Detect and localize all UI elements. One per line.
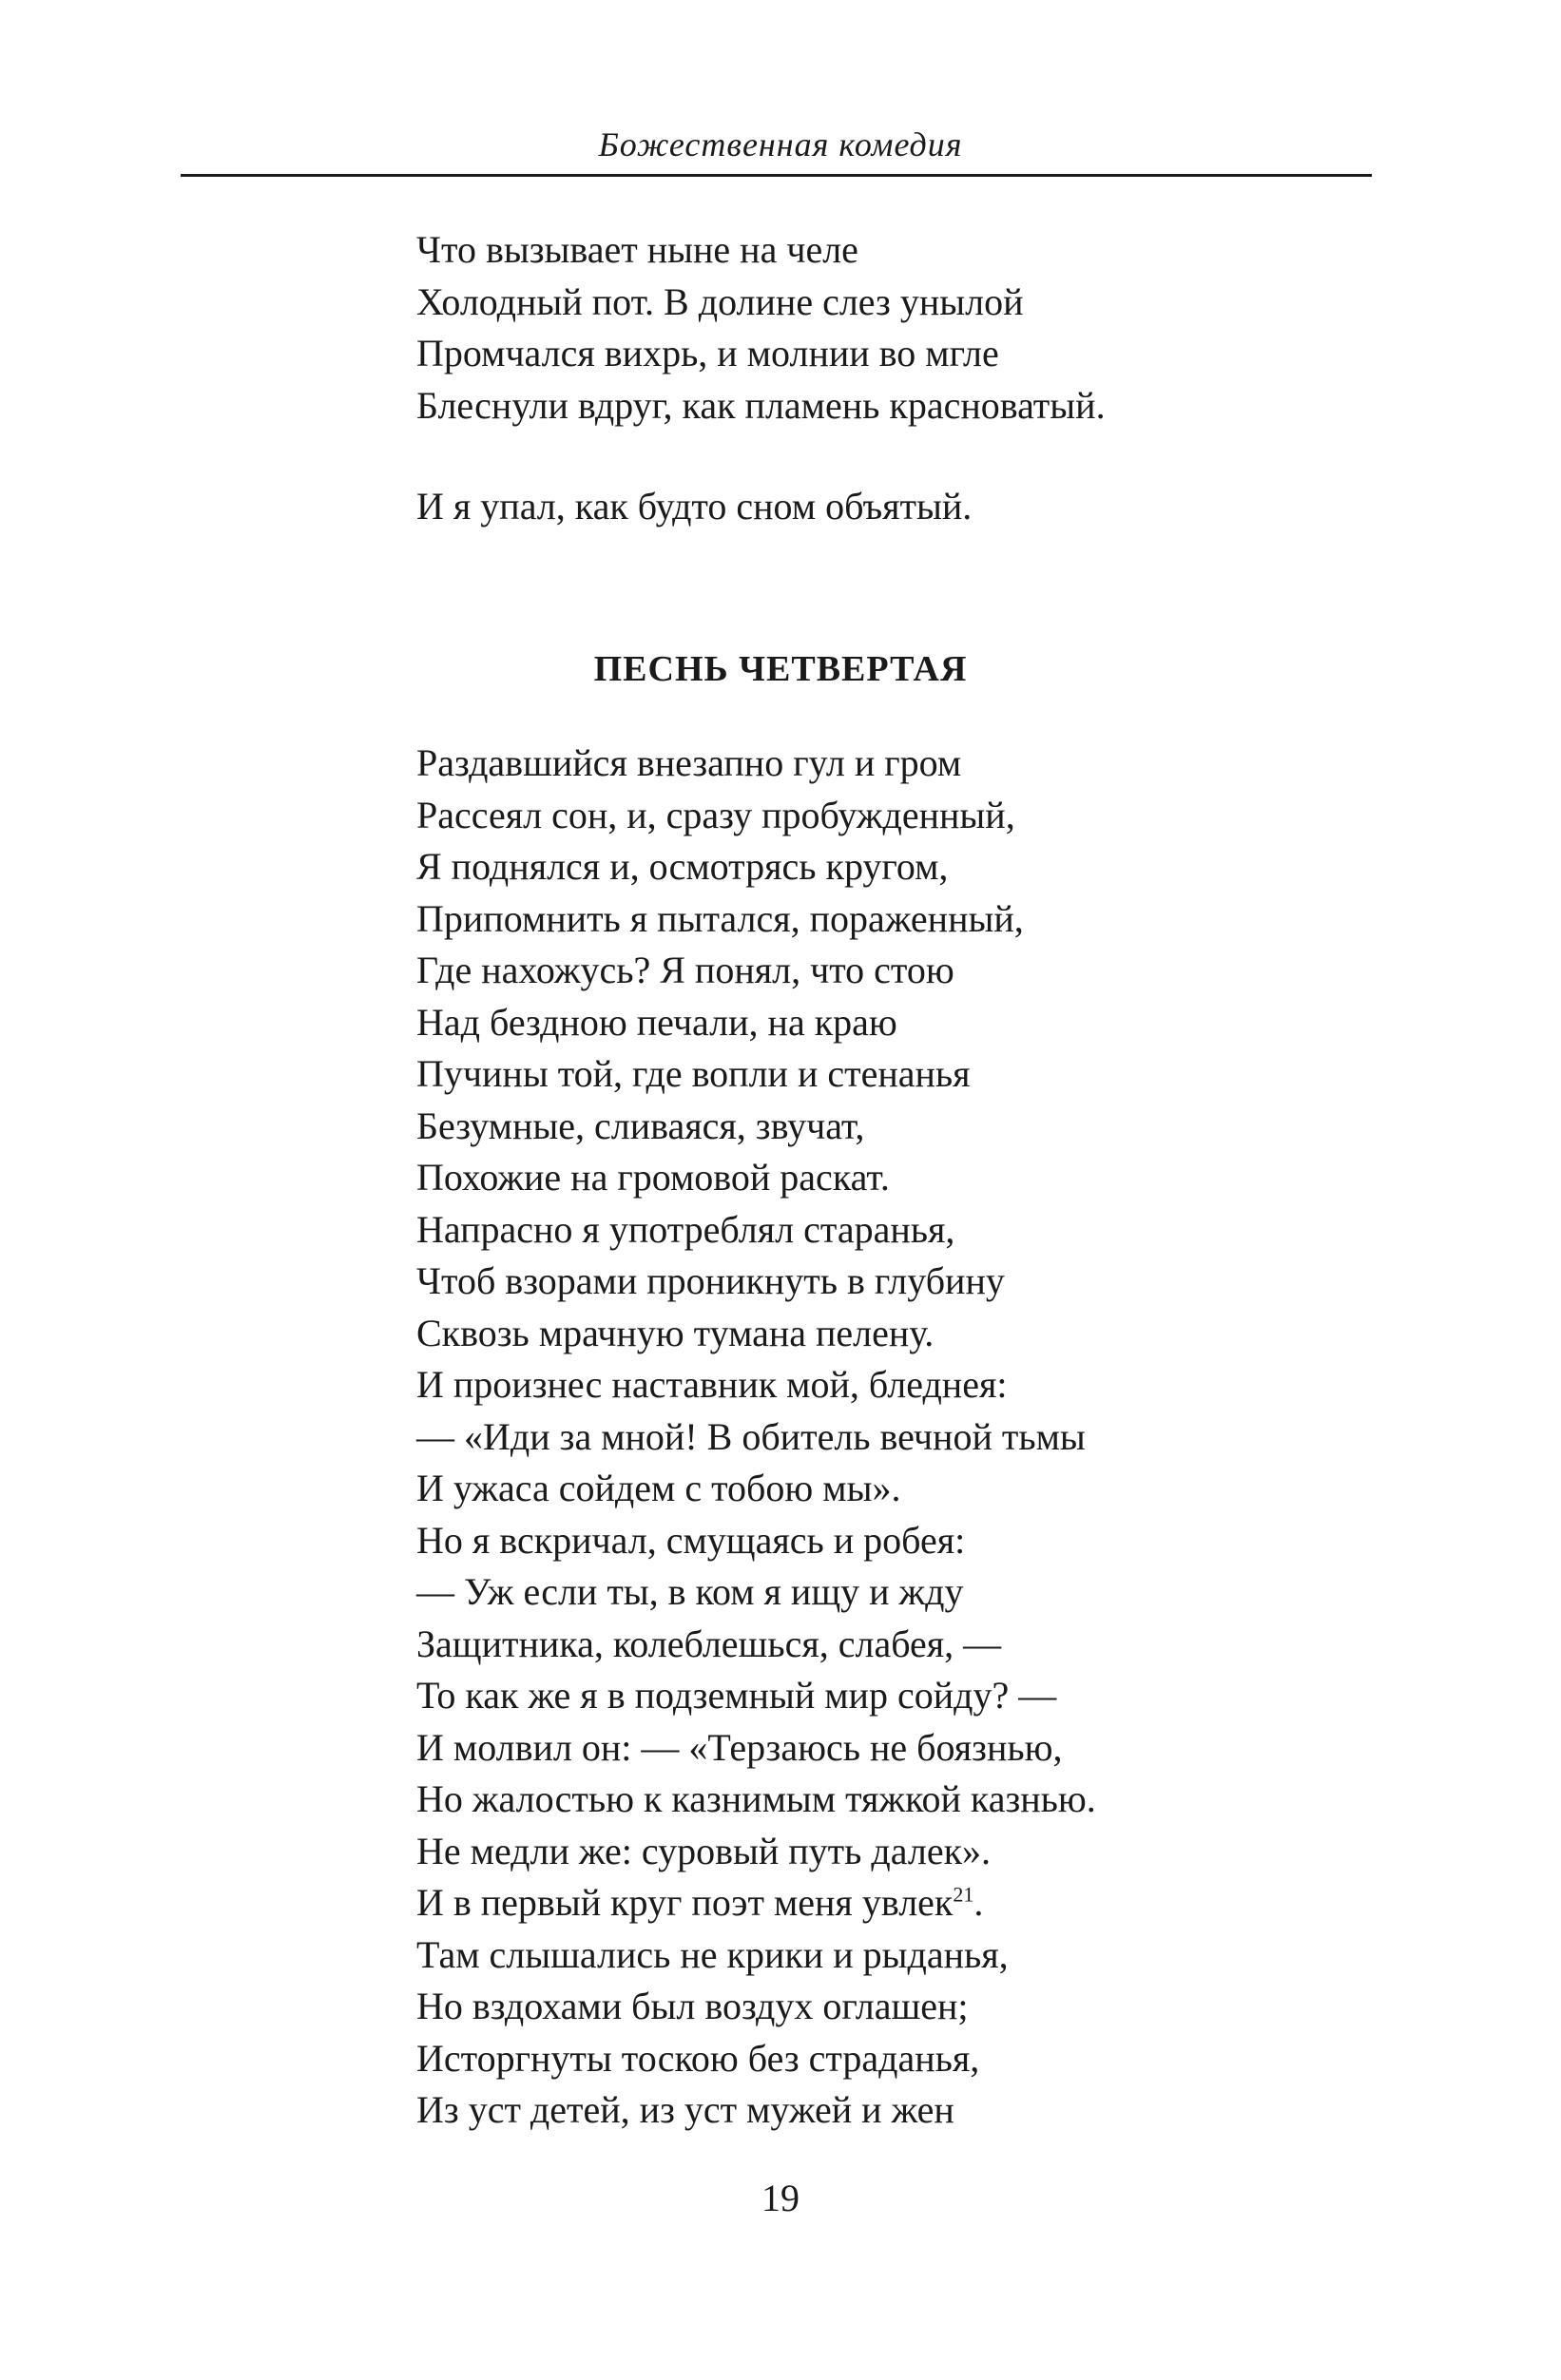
verse-line: Безумные, сливаяся, звучат, [416,1104,865,1147]
verse-line: Из уст детей, из уст мужей и жен [416,2088,954,2131]
verse-line: Но жалостью к казнимым тяжкой казнью. [416,1777,1096,1820]
verse-line: Напрасно я употреблял старанья, [416,1207,955,1251]
canto-title: ПЕСНЬ ЧЕТВЕРТАЯ [593,649,968,689]
verse-line: Холодный пот. В долине слез унылой [416,279,1024,323]
verse-line: И ужаса сойдем с тобою мы». [416,1467,901,1509]
verse-line: Пучины той, где вопли и стенанья [416,1052,971,1095]
verse-line: Где нахожусь? Я понял, что стою [416,949,954,991]
verse-line: И произнес наставник мой, бледнея: [416,1363,1008,1406]
verse-line: Промчался вихрь, и молнии во мгле [416,332,999,374]
verse-line: Защитника, колеблешься, слабея, — [416,1622,1002,1665]
header-rule [181,174,1372,177]
verse-line: Припомнить я пытался, пораженный, [416,896,1024,940]
verse-line: Сквозь мрачную тумана пелену. [416,1311,935,1354]
verse-line: Похожие на громовой раскат. [416,1156,890,1199]
verse-line: — «Иди за мной! В обитель вечной тьмы [416,1414,1086,1458]
stanza-final-line [416,481,972,533]
verse-text: И в первый круг поэт меня увлек [416,1881,954,1924]
running-head: Божественная комедия [598,125,963,163]
verse-line: И молвил он: — «Терзаюсь не боязнью, [416,1725,1063,1769]
verse-line: Не медли же: суровый путь далек». [416,1829,992,1872]
verse-line: Но вздохами был воздух оглашен; [416,1985,969,2027]
verse-line: Чтоб взорами проникнуть в глубину [416,1259,1005,1302]
canto-four-verses [416,738,1096,2137]
verse-line-with-footnote [416,1877,1096,1929]
verse-line: — Уж если ты, в ком я ищу и жду [416,1570,964,1613]
verse-line: Блеснули вдруг, как пламень красноватый. [416,383,1106,427]
stanza-continuation [416,224,1106,432]
verse-line: И я упал, как будто сном объятый. [416,485,973,528]
verse-line: Раздавшийся внезапно гул и гром [416,741,962,784]
verse-line: Рассеял сон, и, сразу пробужденный, [416,793,1015,836]
verse-line: Там слышались не крики и рыданья, [416,1932,1009,1976]
verse-line: Что вызывает ныне на челе [416,228,858,271]
page-number: 19 [761,2177,800,2219]
verse-line: Я поднялся и, осмотрясь кругом, [416,845,949,888]
verse-punctuation: . [973,1881,984,1924]
verse-line: Но я вскричал, смущаясь и робея: [416,1518,966,1562]
footnote-reference[interactable]: 21 [953,1882,974,1907]
verse-line: Над бездною печали, на краю [416,1000,897,1044]
verse-line: Исторгнуты тоскою без страданья, [416,2036,980,2080]
verse-line: То как же я в подземный мир сойду? — [416,1674,1057,1717]
